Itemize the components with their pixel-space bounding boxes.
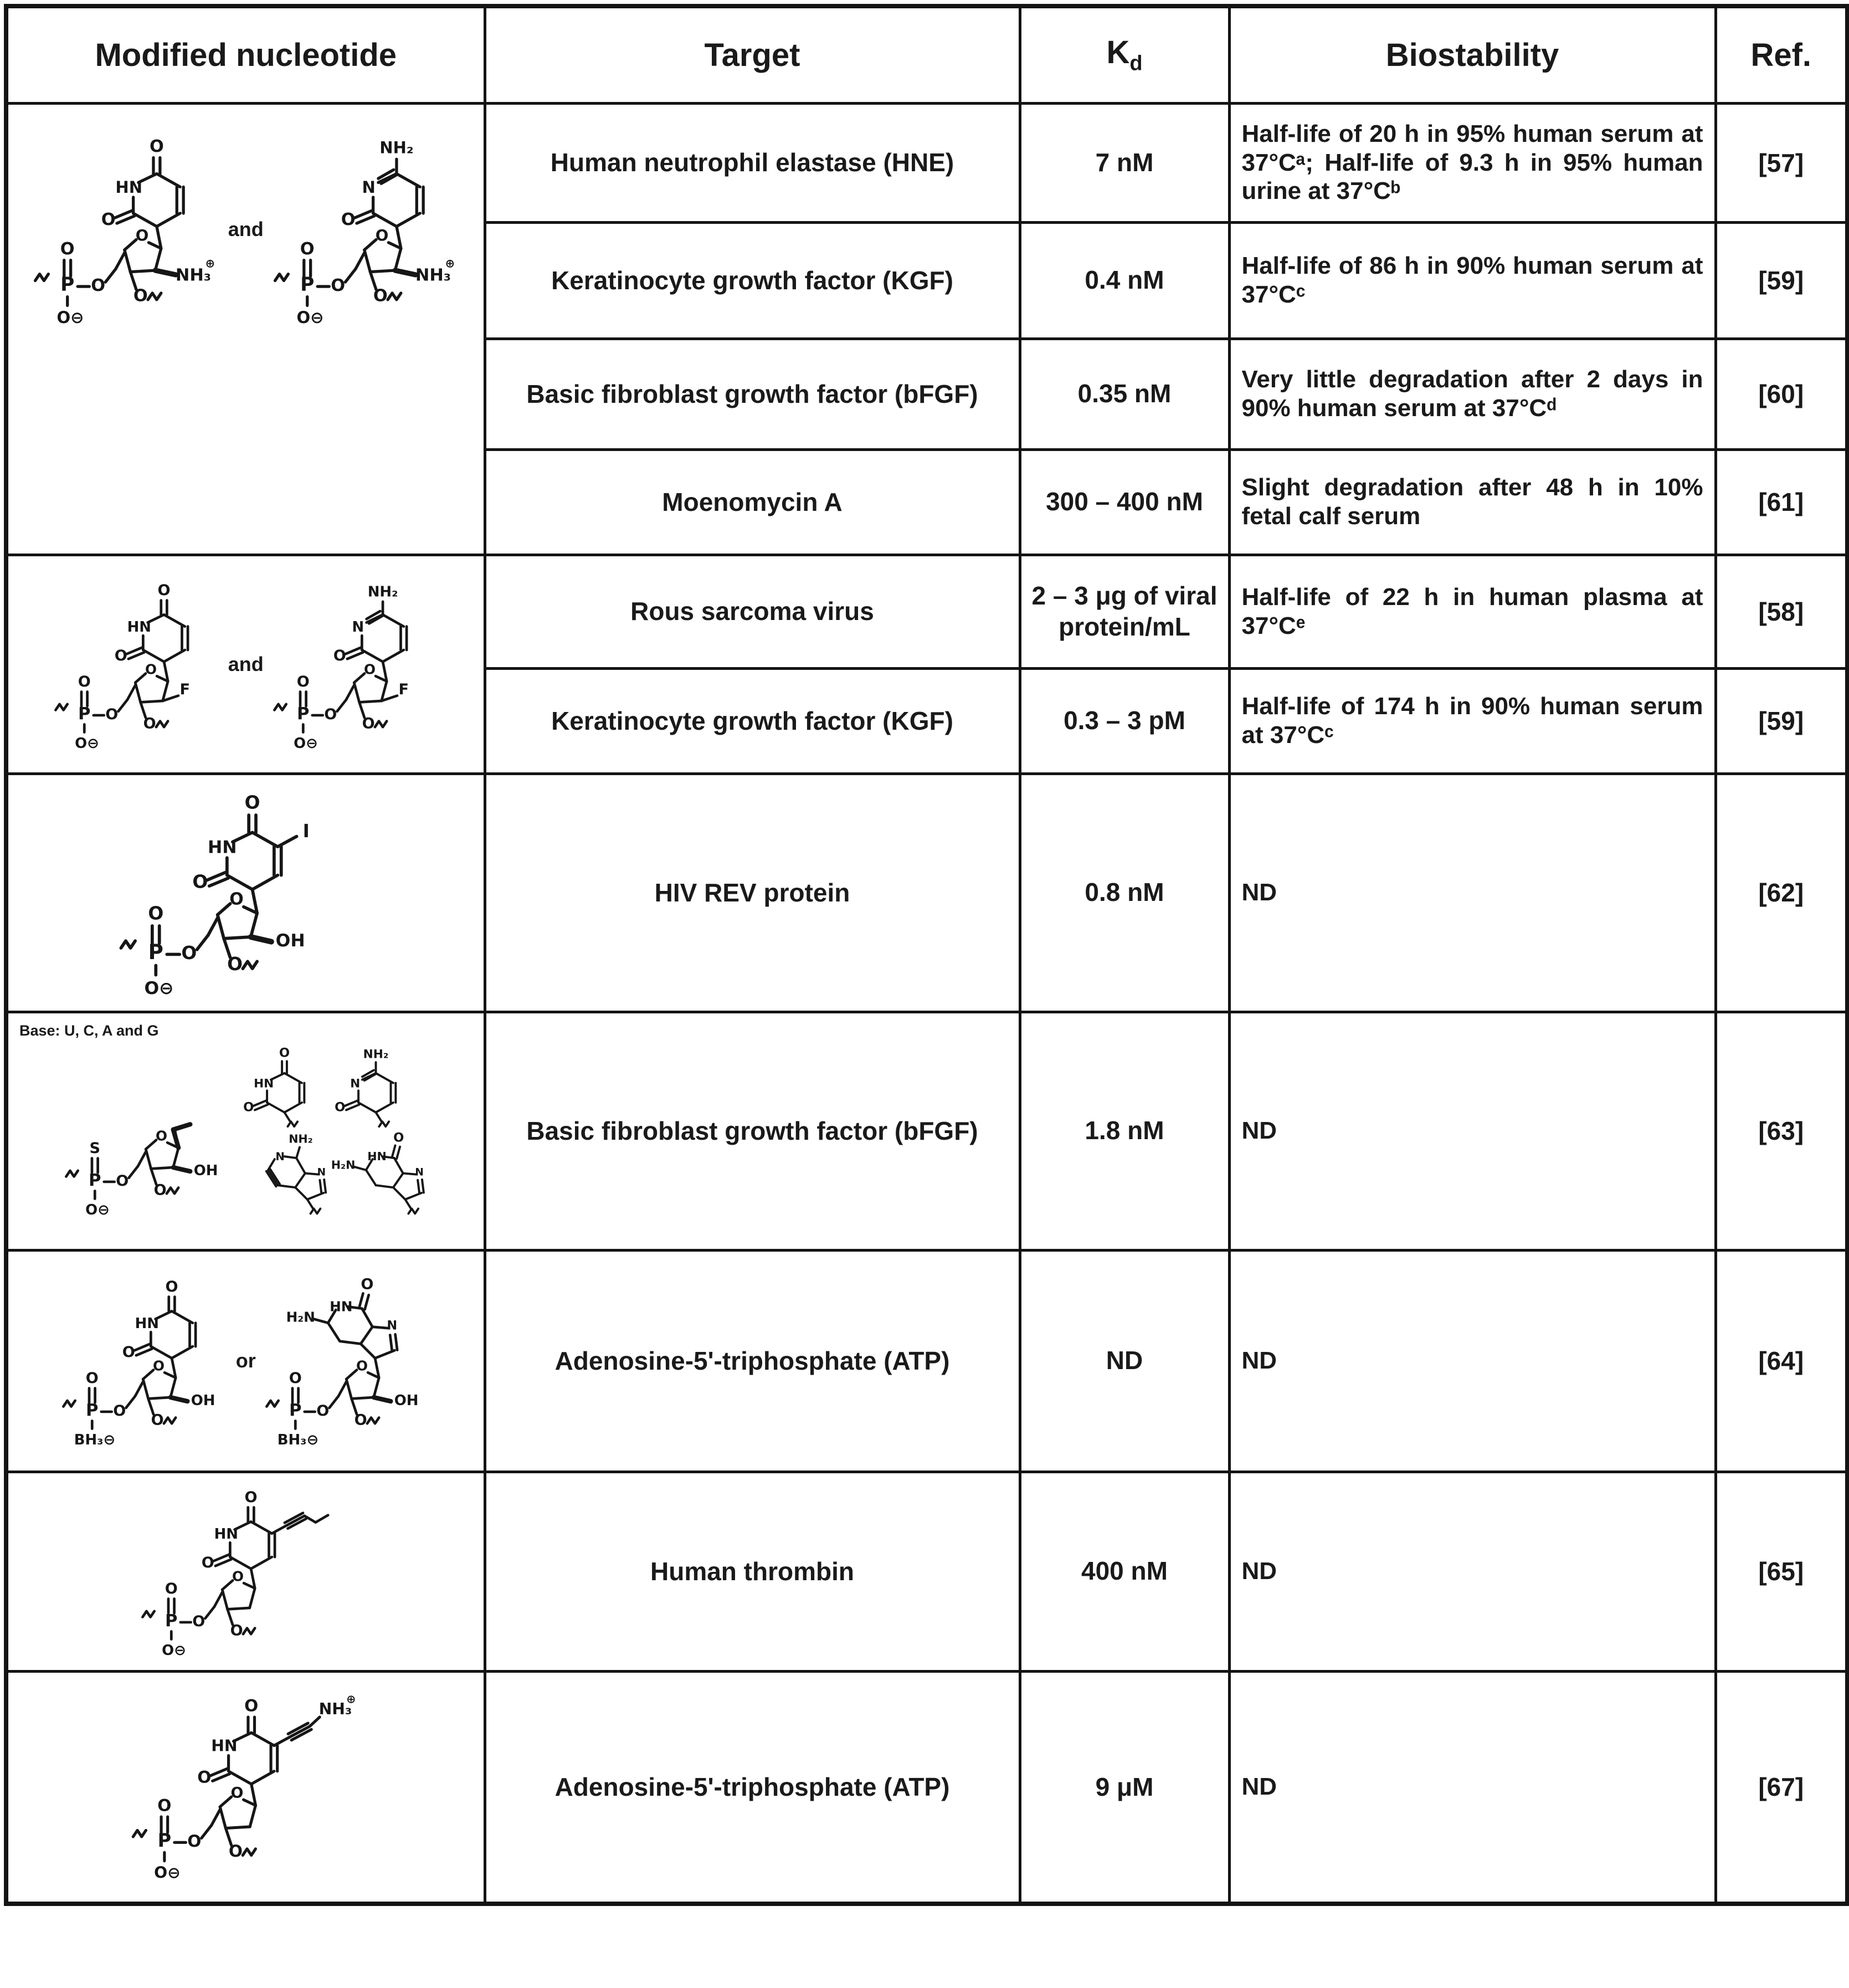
col-header-target: Target [485, 6, 1020, 103]
header-row [6, 6, 1847, 103]
structure-connector: and [228, 652, 264, 675]
structure-cell-5iodo-uridine [6, 773, 485, 1012]
kd-symbol: K [1106, 34, 1130, 71]
svg-text:O: O [363, 661, 376, 678]
kd-cell: 300 – 400 nM [1020, 449, 1229, 555]
target-cell: Adenosine-5'-triphosphate (ATP) [485, 1671, 1020, 1904]
target-cell: Rous sarcoma virus [485, 555, 1020, 668]
svg-text:F: F [179, 680, 190, 698]
structure-cell-pentynyl-deoxyuridine [6, 1472, 485, 1671]
target-cell: Keratinocyte growth factor (KGF) [485, 668, 1020, 773]
svg-text:O: O [78, 673, 91, 690]
table-row [6, 555, 1847, 668]
modified-nucleotide-table [4, 4, 1849, 1906]
svg-text:O: O [85, 1370, 99, 1387]
svg-text:OH: OH [275, 931, 305, 951]
svg-text:P: P [148, 940, 163, 964]
svg-text:BH₃⊖: BH₃⊖ [74, 1431, 115, 1448]
svg-text:P: P [300, 273, 315, 296]
svg-text:O: O [244, 792, 260, 813]
svg-text:O: O [227, 953, 243, 975]
svg-text:O: O [152, 1357, 165, 1374]
svg-text:N: N [275, 1150, 285, 1164]
svg-text:N: N [387, 1318, 397, 1333]
svg-text:I: I [302, 821, 310, 842]
table-row [6, 773, 1847, 1012]
kd-cell: 0.35 nM [1020, 339, 1229, 449]
structure-phosphorothioate-sugar [61, 1039, 233, 1222]
structure-cell-2amino-pyrimidines [6, 103, 485, 555]
svg-text:O⊖: O⊖ [154, 1863, 181, 1882]
svg-text:O: O [60, 239, 75, 259]
svg-text:HN: HN [329, 1298, 353, 1315]
svg-text:O: O [243, 1100, 254, 1115]
svg-text:O: O [373, 285, 388, 305]
svg-text:O: O [187, 1832, 202, 1851]
svg-text:O: O [232, 1568, 244, 1585]
kd-cell: 400 nM [1020, 1472, 1229, 1671]
svg-text:N: N [352, 618, 364, 636]
svg-text:S: S [89, 1140, 101, 1157]
svg-text:O: O [375, 226, 389, 244]
svg-text:O: O [316, 1402, 330, 1420]
target-cell: Adenosine-5'-triphosphate (ATP) [485, 1250, 1020, 1472]
biostability-cell: Very little degradation after 2 days in 90% human serum at 37°Cᵈ [1229, 339, 1716, 449]
svg-text:P: P [60, 273, 75, 296]
svg-text:P: P [289, 1400, 302, 1420]
kd-cell: ND [1020, 1250, 1229, 1472]
svg-text:O: O [244, 1489, 258, 1507]
target-cell: Basic fibroblast growth factor (bFGF) [485, 339, 1020, 449]
svg-text:BH₃⊖: BH₃⊖ [277, 1431, 319, 1448]
svg-text:H₂N: H₂N [286, 1309, 315, 1325]
svg-text:O: O [230, 1784, 244, 1802]
svg-text:P: P [157, 1830, 172, 1852]
ref-cell: [62] [1716, 773, 1847, 1012]
target-cell: Keratinocyte growth factor (KGF) [485, 222, 1020, 339]
svg-text:HN: HN [211, 1736, 238, 1755]
svg-text:NH₃: NH₃ [319, 1700, 352, 1719]
svg-text:O: O [112, 1402, 126, 1420]
table-row [6, 103, 1847, 222]
svg-text:NH₃: NH₃ [175, 265, 211, 285]
svg-text:P: P [85, 1400, 99, 1420]
svg-text:O⊖: O⊖ [293, 735, 318, 752]
svg-text:O: O [333, 647, 346, 664]
col-header-kd [1020, 6, 1229, 103]
svg-text:O⊖: O⊖ [74, 735, 99, 752]
col-header-biostability: Biostability [1229, 6, 1716, 103]
ref-cell: [65] [1716, 1472, 1847, 1671]
svg-text:O⊖: O⊖ [144, 978, 174, 998]
svg-text:O: O [279, 1046, 290, 1060]
biostability-cell: ND [1229, 1472, 1716, 1671]
svg-text:O: O [145, 661, 157, 678]
svg-text:O: O [356, 1357, 368, 1374]
biostability-cell: Half-life of 174 h in 90% human serum at 37°Cᶜ [1229, 668, 1716, 773]
biostability-cell: Half-life of 22 h in human plasma at 37°Cᵉ [1229, 555, 1716, 668]
ref-cell: [57] [1716, 103, 1847, 222]
svg-text:NH₂: NH₂ [363, 1047, 389, 1062]
svg-text:O: O [101, 209, 116, 229]
svg-text:O: O [165, 1580, 178, 1598]
svg-text:P: P [165, 1611, 178, 1631]
table-row [6, 1250, 1847, 1472]
kd-cell: 1.8 nM [1020, 1012, 1229, 1250]
biostability-cell: ND [1229, 1671, 1716, 1904]
svg-text:O: O [201, 1554, 214, 1571]
svg-text:O: O [289, 1370, 302, 1387]
svg-text:O: O [229, 889, 244, 909]
svg-text:O: O [197, 1767, 212, 1787]
target-cell: Human neutrophil elastase (HNE) [485, 103, 1020, 222]
svg-text:HN: HN [207, 837, 237, 858]
svg-text:P: P [296, 704, 310, 724]
svg-text:OH: OH [191, 1392, 215, 1410]
kd-cell: 2 – 3 μg of viral protein/mL [1020, 555, 1229, 668]
biostability-cell: Half-life of 86 h in 90% human serum at 37°Cᶜ [1229, 222, 1716, 339]
svg-text:O: O [192, 871, 208, 893]
kd-cell: 7 nM [1020, 103, 1229, 222]
svg-text:O: O [147, 903, 163, 924]
ref-cell: [63] [1716, 1012, 1847, 1250]
svg-text:N: N [350, 1077, 361, 1091]
svg-text:O: O [157, 1796, 172, 1815]
svg-text:O: O [229, 1842, 243, 1861]
svg-text:O: O [149, 136, 164, 156]
ref-cell: [60] [1716, 339, 1847, 449]
structure-boranophosphate-uridine [58, 1269, 230, 1452]
structure-2amino-uridine [29, 127, 223, 332]
structure-boranophosphate-guanosine [261, 1269, 434, 1452]
svg-text:O: O [151, 1411, 164, 1429]
svg-text:O: O [335, 1100, 346, 1115]
svg-text:O: O [296, 673, 310, 690]
svg-text:HN: HN [127, 618, 151, 636]
svg-text:O: O [244, 1696, 259, 1715]
svg-text:O: O [362, 714, 375, 732]
target-cell: Basic fibroblast growth factor (bFGF) [485, 1012, 1020, 1250]
svg-text:O: O [300, 239, 315, 259]
svg-text:HN: HN [367, 1150, 387, 1164]
svg-text:O: O [91, 275, 106, 295]
target-cell: HIV REV protein [485, 773, 1020, 1012]
structure-2fluoro-uridine [50, 573, 223, 756]
svg-text:NH₃: NH₃ [415, 265, 451, 285]
svg-text:H₂N: H₂N [331, 1158, 356, 1172]
svg-text:NH₂: NH₂ [289, 1132, 314, 1146]
svg-text:O: O [324, 705, 337, 723]
structure-5iodo-uridine [115, 782, 377, 1003]
svg-text:HN: HN [135, 1315, 159, 1333]
structure-connector: and [228, 217, 264, 240]
svg-text:O⊖: O⊖ [57, 308, 84, 327]
structure-2fluoro-cytidine [269, 573, 441, 756]
svg-text:N: N [317, 1166, 326, 1179]
svg-text:NH₂: NH₂ [379, 138, 414, 157]
target-cell: Moenomycin A [485, 449, 1020, 555]
svg-text:O: O [230, 1622, 243, 1639]
biostability-cell: ND [1229, 1250, 1716, 1472]
svg-text:O: O [133, 285, 148, 305]
ref-cell: [64] [1716, 1250, 1847, 1472]
biostability-cell: ND [1229, 773, 1716, 1012]
table-row [6, 1472, 1847, 1671]
kd-cell: 0.4 nM [1020, 222, 1229, 339]
svg-text:O: O [361, 1275, 374, 1293]
structure-cell-phosphorothioate [6, 1012, 485, 1250]
svg-text:O: O [181, 942, 197, 964]
table-row [6, 1012, 1847, 1250]
structure-cell-boranophosphate [6, 1250, 485, 1472]
structure-5-pentynyl-deoxyuridine [137, 1480, 354, 1663]
svg-text:⊕: ⊕ [445, 256, 455, 270]
svg-text:HN: HN [214, 1526, 239, 1543]
structure-caption-bases: Base: U, C, A and G [19, 1022, 159, 1039]
svg-text:P: P [89, 1170, 101, 1190]
svg-text:O: O [393, 1130, 404, 1145]
svg-text:O: O [192, 1612, 206, 1630]
svg-text:O⊖: O⊖ [85, 1201, 110, 1218]
kd-cell: 9 μM [1020, 1671, 1229, 1904]
ref-cell: [61] [1716, 449, 1847, 555]
svg-text:OH: OH [394, 1392, 419, 1410]
biostability-cell: ND [1229, 1012, 1716, 1250]
ref-cell: [67] [1716, 1671, 1847, 1904]
svg-text:O: O [153, 1181, 167, 1199]
structure-cell-aminopropynyl-deoxyuridine [6, 1671, 485, 1904]
col-header-modified-nucleotide: Modified nucleotide [6, 6, 485, 103]
svg-text:O: O [156, 1128, 168, 1144]
svg-text:NH₂: NH₂ [367, 583, 398, 600]
structure-bases-U-C-A-G [239, 1039, 430, 1222]
kd-cell: 0.3 – 3 pM [1020, 668, 1229, 773]
svg-text:O: O [331, 275, 345, 295]
svg-text:⊕: ⊕ [205, 256, 215, 270]
svg-text:O: O [135, 226, 149, 244]
svg-text:O: O [114, 647, 127, 664]
svg-text:O: O [354, 1411, 367, 1429]
svg-text:⊕: ⊕ [346, 1692, 356, 1706]
table-row [6, 1671, 1847, 1904]
svg-text:HN: HN [254, 1077, 274, 1091]
svg-text:F: F [398, 680, 409, 698]
structure-connector: or [235, 1349, 256, 1372]
biostability-cell: Slight degradation after 48 h in 10% fetal calf serum [1229, 449, 1716, 555]
structure-2amino-cytidine [269, 127, 463, 332]
svg-text:O⊖: O⊖ [162, 1642, 186, 1659]
svg-text:O: O [157, 581, 171, 599]
col-header-ref: Ref. [1716, 6, 1847, 103]
svg-text:N: N [415, 1166, 424, 1179]
svg-text:O: O [116, 1172, 129, 1190]
svg-text:OH: OH [194, 1162, 218, 1180]
structure-5-aminopropynyl-deoxyuridine [127, 1687, 364, 1887]
ref-cell: [59] [1716, 668, 1847, 773]
svg-text:O: O [143, 714, 156, 732]
kd-subscript: d [1129, 52, 1143, 76]
svg-text:HN: HN [115, 177, 142, 197]
structure-cell-2fluoro-pyrimidines [6, 555, 485, 773]
kd-cell: 0.8 nM [1020, 773, 1229, 1012]
svg-text:O: O [122, 1343, 135, 1361]
ref-cell: [59] [1716, 222, 1847, 339]
svg-text:N: N [362, 177, 376, 197]
svg-text:O⊖: O⊖ [296, 308, 324, 327]
svg-text:O: O [105, 705, 118, 723]
biostability-cell: Half-life of 20 h in 95% human serum at 37°Cᵃ; Half-life of 9.3 h in 95% human urine at 37°Cᵇ [1229, 103, 1716, 222]
svg-text:O: O [165, 1278, 178, 1296]
ref-cell: [58] [1716, 555, 1847, 668]
target-cell: Human thrombin [485, 1472, 1020, 1671]
svg-text:O: O [341, 209, 356, 229]
svg-text:P: P [78, 704, 91, 724]
